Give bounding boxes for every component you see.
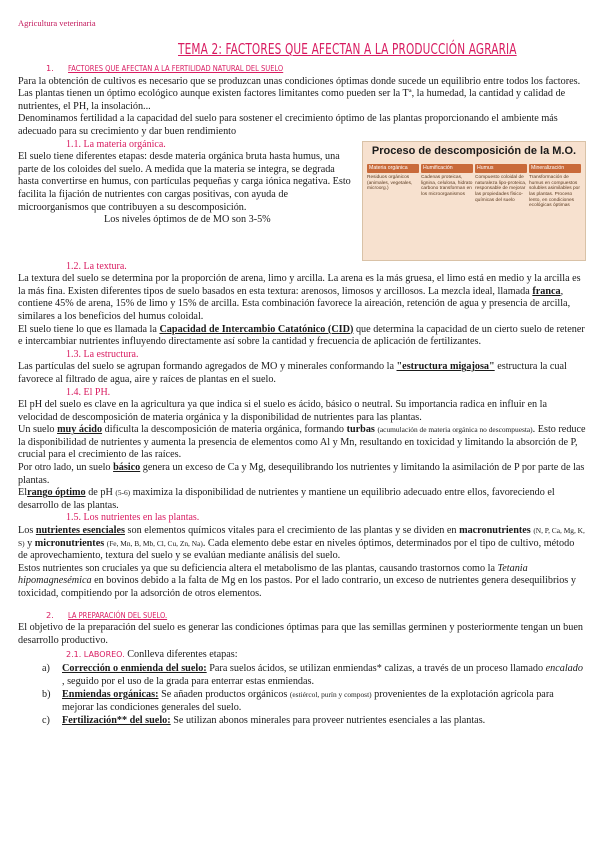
list-marker: c) [42,715,50,727]
list-item: a) Corrección o enmienda del suelo: Para suelos ácidos, se utilizan enmiendas* calizas, a través de un proceso llamado encalado , seguido por el uso de la grada para enterrar estas enmiendas. [42,662,583,687]
paragraph: Denominamos fertilidad a la capacidad del suelo para sostener el crecimiento óptimo de las plantas proporcionando el ambiente más adecuado para su crecimiento y dar buen rendimiento [18,113,558,137]
diagram-step-text: Cadenas proteicas, lignina, celulosa, hidrato carbono transforman en los microorganismos [421,175,473,197]
list-item: b) Enmiendas orgánicas: Se añaden productos orgánicos (estiércol, purín y compost) provenientes de la explotación agrícola para mejorar las condiciones generales del suelo. [42,689,554,713]
page-title: TEMA 2: FACTORES QUE AFECTAN A LA PRODUCCIÓN AGRARIA [178,40,517,58]
diagram-step [421,164,473,209]
list-item: c) Fertilización** del suelo: Se utilizan abonos minerales para proveer nutrientes esenciales a las plantas. [42,715,486,727]
paragraph: La textura del suelo se determina por la proporción de arena, limo y arcilla. La arena es la más gruesa, el limo está en medio y la arcilla es la más fina. Existen diferentes tipos de suelo basados en esta textura: arenosos, limosos y arcillosos. La mezcla ideal, llamada franca, contiene 45% de arena, 15% de limo y 15% de arcilla. Esta combinación favorece la aireación, retención de agua y presencia de arcilla, similares a los beneficios del humus coloidal. [18,273,581,322]
section-heading-1: 1. FACTORES QUE AFECTAN A LA FERTILIDAD NATURAL DEL SUELO [46,63,284,73]
section-heading-2: 2. LA PREPARACIÓN DEL SUELO. [46,609,167,620]
paragraph: Elrango óptimo de pH (5-6) maximiza la disponibilidad de nutrientes y mantiene un equilibrio adecuado entre ellos, favoreciendo el desarrollo de las plantas. [18,487,555,511]
diagram-step-head: Materia orgánica [367,164,419,174]
paragraph: Las partículas del suelo se agrupan formando agregados de MO y minerales conformando la "estructura migajosa" estructura la cual favorece al filtrado de agua, aire y raíces de plantas en el suelo. [18,361,567,385]
paragraph: Por otro lado, un suelo básico genera un exceso de Ca y Mg, desequilibrando los nutrientes y limitando la asimilación de P por parte de las plantas. [18,462,585,486]
diagram-step [529,164,581,209]
paragraph: Estos nutrientes son cruciales ya que su deficiencia altera el metabolismo de las plantas, causando trastornos como la Tetania hipomagnesémica en bovinos debido a la falta de Mg en los pastos. Por el lado contrario, un exceso de nutrientes genera desequilibrios y toxicidad, compitiendo por la adsorción de otros elementos. [18,562,576,599]
course-header: Agricultura veterinaria [18,18,96,28]
paragraph: Los nutrientes esenciales son elementos químicos vitales para el crecimiento de las plantas y se dividen en macronutrientes (N, P, Ca, Mg, K, S) y micronutrientes (Fe, Mn, B, Mb, Cl, Cu, Zn, Na). Cada elemento debe estar en niveles óptimos, determinados por el tipo de cultivo, método de aprovechamiento, textura del suelo y se evalúan mediante análisis del suelo. [18,525,585,562]
diagram-step [475,164,527,209]
subsection-heading: 1.5. Los nutrientes en las plantas. [66,512,200,524]
paragraph: Los niveles óptimos de de MO son 3-5% [104,214,271,226]
diagram-step-text: Compuesto coloidal de naturaleza lipo-proteica, responsable de mejorar las propiedades físico-químicas del suelo [475,175,527,203]
diagram-title: Proceso de descomposición de la M.O. [371,144,577,157]
subsection-heading-laboreo: 2.1. LABOREO. Conlleva diferentes etapas: [66,649,238,661]
subsection-heading: 1.4. El PH. [66,386,111,398]
subsection-heading: 1.2. La textura. [66,260,127,272]
diagram-step-head: Humus [475,164,527,174]
paragraph: Un suelo muy ácido dificulta la descomposición de materia orgánica, formando turbas (acumulación de materia orgánica no descompuesta). Esto reduce la disponibilidad de nutrientes y aumenta la presencia de elementos como Al y Mn, resultando en toxicidad y limitando la absorción de P, crucial para el crecimiento de las raíces. [18,424,586,461]
paragraph: El pH del suelo es clave en la agricultura ya que indica si el suelo es ácido, básico o neutral. Su importancia radica en influir en la velocidad de descomposición de materia orgánica y la disponibilidad de nutrientes para las plantas. [18,399,547,423]
subsection-heading: 1.1. La materia orgánica. [66,138,166,150]
diagram-step-head: Mineralización [529,164,581,174]
list-marker: b) [42,689,51,701]
diagram-step-head: Humificación [421,164,473,174]
diagram-step-text: Residuos orgánicos (animales, vegetales, microorg.) [367,175,413,192]
diagram-step [367,164,419,209]
list-marker: a) [42,662,50,674]
subsection-heading: 1.3. La estructura. [66,348,139,360]
paragraph: Para la obtención de cultivos es necesario que se produzcan unas condiciones óptimas donde sucede un equilibrio entre todos los factores. Las plantas tienen un óptimo ecológico aunque existen factores limitantes como pueden ser la Tª, la humedad, la cantidad y calidad de nutrientes, el PH, la insolación... [18,75,581,112]
decomposition-diagram [362,141,586,261]
document-body [18,60,586,728]
paragraph: El suelo tiene diferentes etapas: desde materia orgánica bruta hasta humus, una parte de los coloides del suelo. A medida que la materia se integra, se degrada hasta convertirse en humus, con partículas pequeñas y carga iónica negativa. Esto facilita la fijación de nutrientes con cargas positivas, con ayuda de microorganismos que contribuyen a su descomposición. [18,151,351,213]
paragraph: El objetivo de la preparación del suelo es generar las condiciones óptimas para que las semillas germinen y posteriormente tengan un buen desarrollo productivo. [18,622,583,646]
paragraph: El suelo tiene lo que es llamada la Capacidad de Intercambio Catatónico (CID) que determina la capacidad de un cierto suelo de retener e intercambiar nutrientes influyendo directamente así sobre la cantidad y frecuencia de aplicación de fertilizantes. [18,323,585,348]
steps-list [42,663,586,728]
diagram-step-text: Transformación de humus en compuestos solubles asimilables por las plantas. Proceso lento, en condiciones ecológicas óptimas [529,175,580,209]
